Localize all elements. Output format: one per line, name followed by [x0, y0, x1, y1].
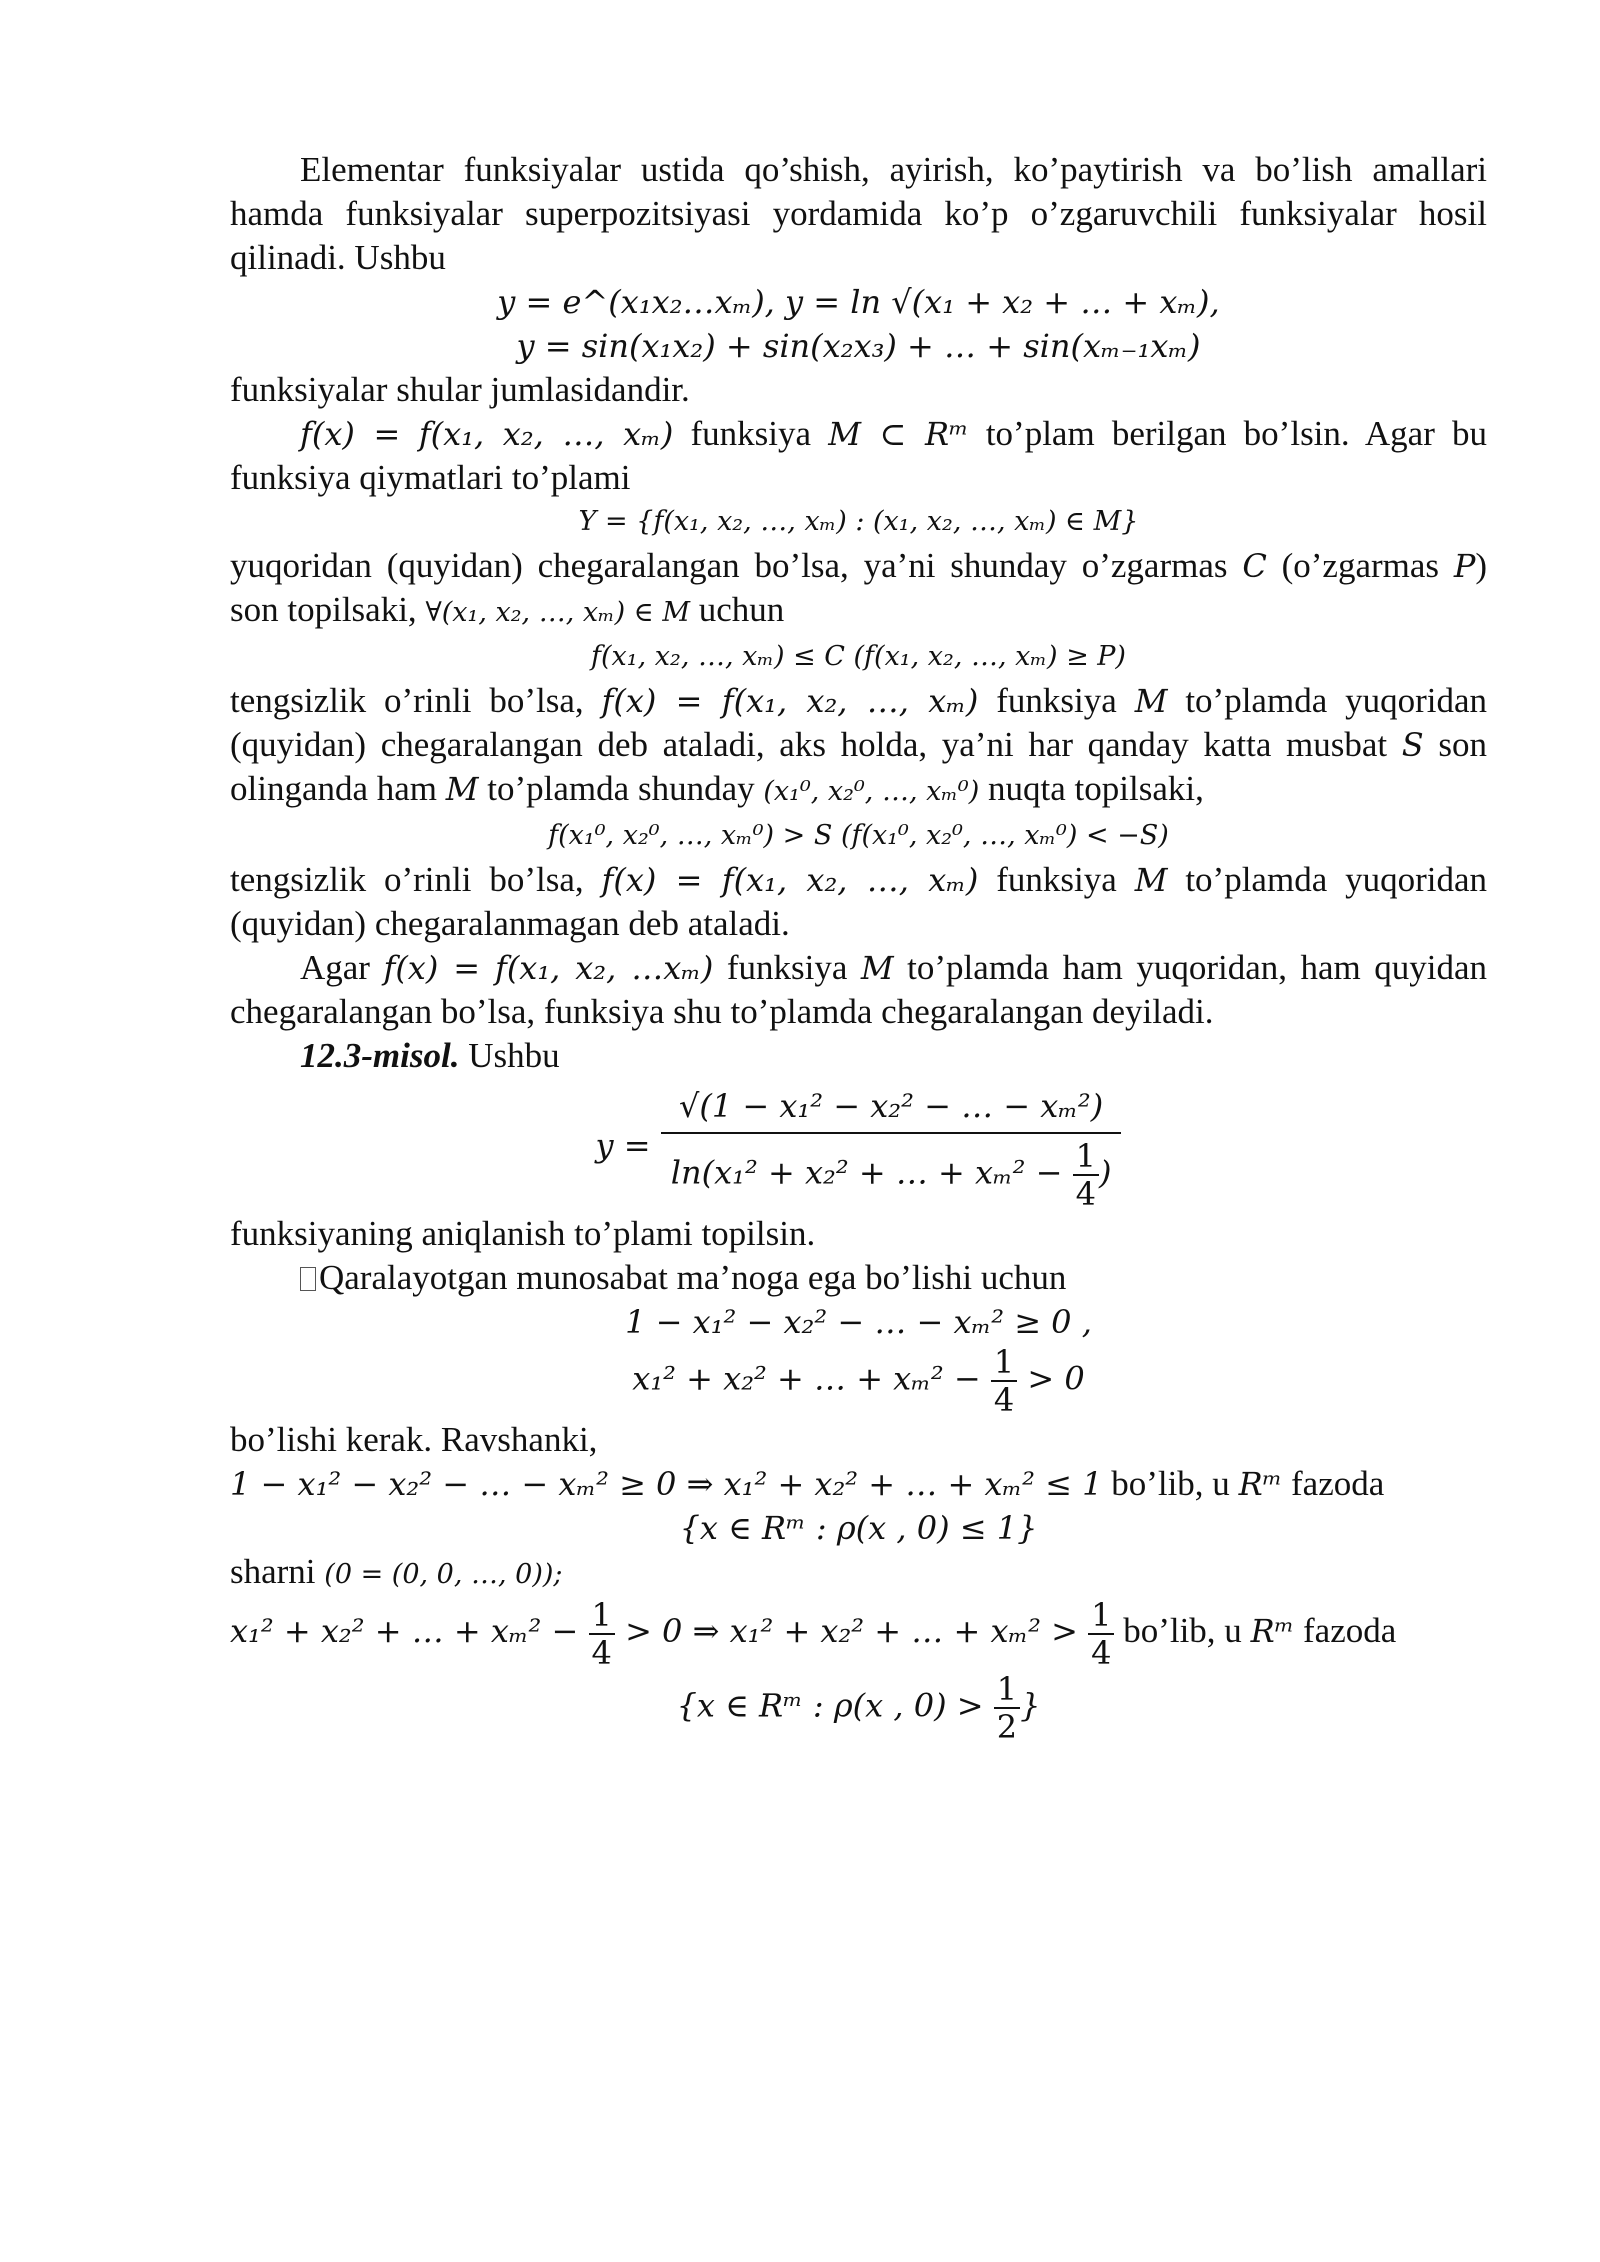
quarter-denominator: 4 [1075, 1175, 1096, 1213]
text-fragment: to’plamda shunday [478, 769, 764, 808]
fraction-numerator: √(1 − x₁² − x₂² − … − xₘ²) [661, 1084, 1122, 1134]
text-fragment: funksiya [713, 948, 861, 987]
conclusion-paragraph [230, 679, 1487, 814]
text-fragment: x₁² + x₂² + … + xₘ² − [632, 1359, 991, 1398]
fraction-denominator: 2 [996, 1708, 1018, 1746]
document-page [230, 148, 1487, 1745]
fx-formula: f(x) = f(x₁, x₂, …, xₘ) [300, 415, 674, 453]
text-fragment: funksiya [673, 414, 829, 453]
quarter-fraction [1073, 1138, 1099, 1212]
y-lhs: y = [595, 1126, 651, 1165]
set-m: M [445, 770, 479, 808]
implication-formula: 1 − x₁² − x₂² − … − xₘ² ≥ 0 ⇒ x₁² + x₂² + … + xₘ² ≤ 1 [230, 1465, 1103, 1503]
text-fragment: x₁² + x₂² + … + xₘ² − [230, 1612, 589, 1651]
set-m: M [1134, 861, 1168, 899]
text-fragment: Ushbu [459, 1036, 560, 1075]
origin-formula: (0 = (0, 0, …, 0)); [324, 1559, 563, 1590]
text-fragment: } [1020, 1686, 1041, 1725]
agar-paragraph [230, 946, 1487, 1034]
quarter-fraction [991, 1344, 1017, 1418]
constant-p: P [1453, 547, 1476, 585]
text-fragment: tengsizlik o’rinli bo’lsa, [230, 860, 602, 899]
example-task: funksiyaning aniqlanish to’plami topilsin. [230, 1214, 816, 1253]
text-fragment: ) son topilsaki, [230, 546, 1488, 629]
quarter-fraction [1088, 1597, 1114, 1671]
example-functions-eq1: y = e^(x₁x₂…xₘ), y = ln √(x₁ + x₂ + … + xₘ), [497, 283, 1220, 321]
definition-paragraph-1 [230, 412, 1487, 500]
intro-after: funksiyalar shular jumlasidandir. [230, 370, 690, 409]
text-fragment: bo’lib, u [1114, 1611, 1251, 1651]
sharni-line [230, 1550, 1487, 1597]
main-fraction [661, 1084, 1122, 1212]
fraction-denominator [661, 1134, 1122, 1212]
fraction-numerator: 1 [1088, 1597, 1114, 1635]
condition-2 [230, 1344, 1487, 1418]
fraction-denominator: 4 [591, 1634, 612, 1672]
constant-c: C [1242, 547, 1267, 585]
fraction-denominator: 4 [1091, 1634, 1112, 1672]
set-m: M [860, 949, 894, 987]
implication-1 [230, 1462, 1487, 1506]
fx-formula: f(x) = f(x₁, x₂, …xₘ) [383, 949, 714, 987]
text-fragment: > 0 [1017, 1359, 1085, 1398]
unbounded-inequality: f(x₁⁰, x₂⁰, …, xₘ⁰) > S (f(x₁⁰, x₂⁰, …, xₘ⁰) < −S) [548, 820, 1169, 851]
solution-start [230, 1256, 1487, 1300]
text-fragment: Qaralayotgan munosabat ma’noga ega bo’lishi uchun [319, 1258, 1067, 1297]
condition-1: 1 − x₁² − x₂² − … − xₘ² ≥ 0 , [625, 1303, 1092, 1341]
constant-s: S [1401, 726, 1424, 764]
text-fragment: uchun [689, 590, 785, 629]
text-fragment: to’plamda ham yuqoridan, ham quyidan chegaralangan bo’lsa, funksiya shu to’plamda chegaralangan deyiladi. [230, 948, 1487, 1031]
values-set-formula: Y = {f(x₁, x₂, …, xₘ) : (x₁, x₂, …, xₘ) ∈ M} [578, 506, 1139, 537]
text-fragment: > 0 ⇒ x₁² + x₂² + … + xₘ² > [614, 1612, 1089, 1651]
text-fragment: bo’lib, u [1102, 1464, 1239, 1503]
text-fragment: to’plamda yuqoridan (quyidan) chegaralangan deb ataladi, aks holda, ya’ni har qanday katta musbat [230, 681, 1488, 764]
start-marker-icon [300, 1267, 316, 1291]
space-rm: Rᵐ [1238, 1465, 1283, 1503]
denominator-ln: ln(x₁² + x₂² + … + xₘ² − [670, 1153, 1073, 1192]
half-fraction [994, 1671, 1020, 1745]
text-fragment: nuqta topilsaki, [979, 769, 1204, 808]
text-fragment: fazoda [1294, 1611, 1397, 1651]
example-heading [230, 1034, 1487, 1078]
example-functions-eq2: y = sin(x₁x₂) + sin(x₂x₃) + … + sin(xₘ₋₁xₘ) [516, 327, 1201, 365]
ravshanki-line: bo’lishi kerak. Ravshanki, [230, 1420, 598, 1459]
closed-ball: {x ∈ Rᵐ : ρ(x , 0) ≤ 1} [679, 1509, 1038, 1547]
text-fragment: to’plam berilgan bo’lsin. Agar bu funksiya qiymatlari to’plami [230, 414, 1488, 497]
forall-formula: ∀(x₁, x₂, …, xₘ) ∈ M [425, 597, 690, 628]
text-fragment: fazoda [1282, 1464, 1385, 1503]
fraction-numerator: 1 [991, 1344, 1017, 1382]
fx-formula: f(x) = f(x₁, x₂, …, xₘ) [601, 861, 979, 899]
set-formula: M ⊂ Rᵐ [828, 415, 969, 453]
fraction-numerator: 1 [994, 1671, 1020, 1709]
bounded-inequality: f(x₁, x₂, …, xₘ) ≤ C (f(x₁, x₂, …, xₘ) ≥ P) [591, 641, 1126, 672]
fx-formula: f(x) = f(x₁, x₂, …, xₘ) [601, 682, 979, 720]
space-rm: Rᵐ [1250, 1612, 1295, 1651]
bounded-paragraph [230, 544, 1487, 635]
fraction-numerator: 1 [589, 1597, 615, 1635]
point-formula: (x₁⁰, x₂⁰, …, xₘ⁰) [763, 776, 980, 807]
intro-paragraph: Elementar funksiyalar ustida qo’shish, ayirish, ko’paytirish va bo’lish amallari hamda funksiyalar superpozitsiyasi yordamida ko’p o’zgaruvchili funksiyalar hosil qilinadi. Ushbu [230, 150, 1487, 277]
text-fragment: Agar [300, 948, 384, 987]
text-fragment: funksiya [978, 860, 1135, 899]
text-fragment: tengsizlik o’rinli bo’lsa, [230, 681, 602, 720]
text-fragment: to’plamda yuqoridan (quyidan) chegaralanmagan deb ataladi. [230, 860, 1488, 943]
implication-2 [230, 1597, 1487, 1671]
quarter-fraction [589, 1597, 615, 1671]
quarter-numerator: 1 [1073, 1138, 1099, 1176]
example-function [230, 1084, 1487, 1212]
fraction-denominator: 4 [993, 1381, 1015, 1419]
text-fragment: son olinganda ham [230, 725, 1487, 808]
set-m: M [1134, 682, 1168, 720]
text-fragment: funksiya [978, 681, 1135, 720]
outer-region [230, 1671, 1487, 1745]
denominator-close: ) [1098, 1153, 1112, 1192]
text-fragment: {x ∈ Rᵐ : ρ(x , 0) > [676, 1686, 994, 1725]
unbounded-paragraph [230, 858, 1487, 946]
text-fragment: (o’zgarmas [1266, 546, 1454, 585]
example-title: 12.3-misol. [300, 1036, 460, 1075]
text-fragment: yuqoridan (quyidan) chegaralangan bo’lsa, ya’ni shunday o’zgarmas [230, 546, 1243, 585]
text-fragment: sharni [230, 1552, 325, 1591]
